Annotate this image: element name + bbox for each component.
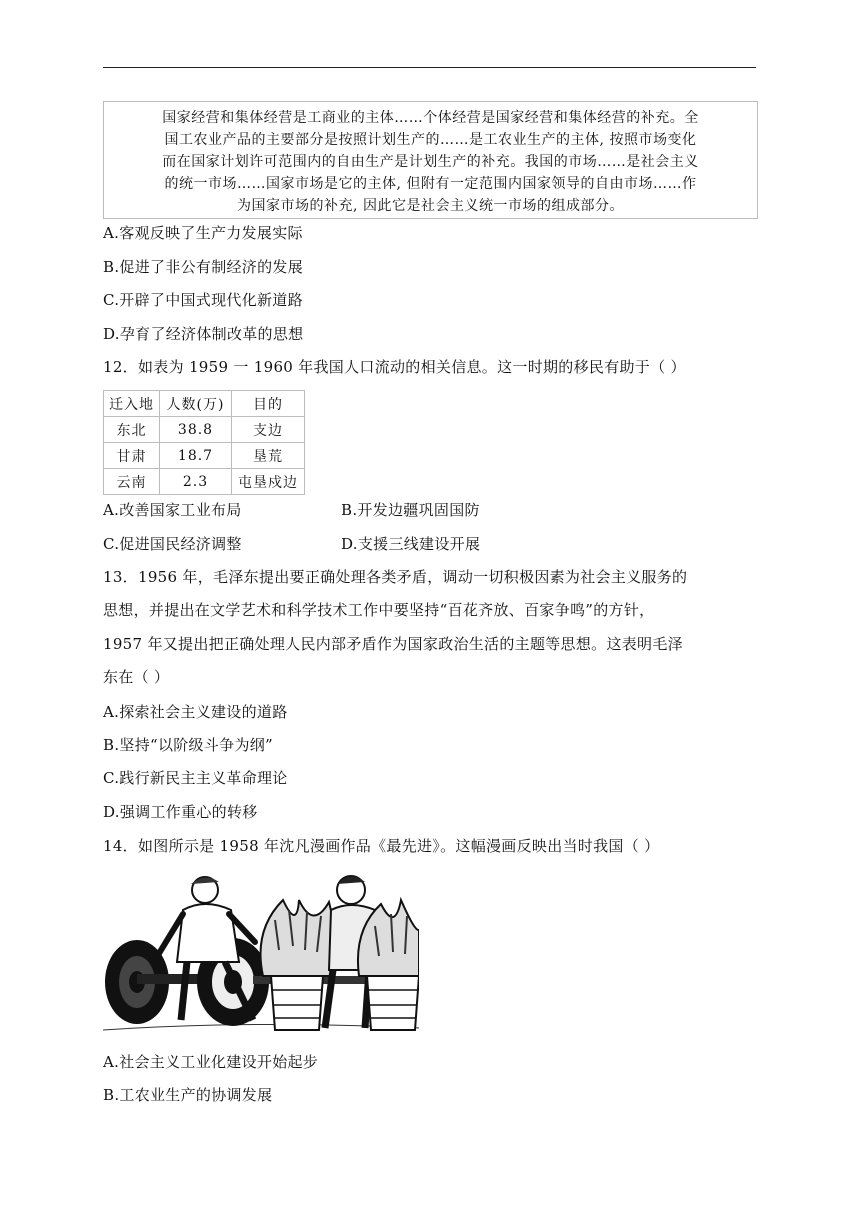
table-row: [104, 443, 305, 469]
q11-option-d[interactable]: D.孕育了经济体制改革的思想: [103, 325, 304, 343]
q13-option-d[interactable]: D.强调工作重心的转移: [103, 803, 258, 821]
table-cell: 18.7: [160, 443, 232, 469]
table-row: [104, 417, 305, 443]
population-table: [103, 390, 305, 495]
table-header: 目的: [232, 391, 305, 417]
quote-box: [103, 101, 758, 219]
q11-option-a[interactable]: A.客观反映了生产力发展实际: [103, 224, 303, 242]
quote-line: 国工农业产品的主要部分是按照计划生产的……是工农业生产的主体, 按照市场变化: [164, 132, 697, 148]
q13-stem-line: 13．1956 年，毛泽东提出要正确处理各类矛盾，调动一切积极因素为社会主义服务的: [103, 568, 688, 586]
table-cell: 甘肃: [104, 443, 160, 469]
q11-option-c[interactable]: C.开辟了中国式现代化新道路: [103, 291, 303, 309]
header-rule: [103, 67, 756, 68]
table-header-row: [104, 391, 305, 417]
q13-option-c[interactable]: C.践行新民主主义革命理论: [103, 769, 288, 787]
q13-stem-line: 思想，并提出在文学艺术和科学技术工作中要坚持“百花齐放、百家争鸣”的方针，: [103, 601, 655, 619]
quote-line: 国家经营和集体经营是工商业的主体……个体经营是国家经营和集体经营的补充。全: [162, 110, 699, 126]
table-cell: 屯垦戍边: [232, 469, 305, 495]
q12-stem: 12．如表为 1959 一 1960 年我国人口流动的相关信息。这一时期的移民有助于（ ）: [103, 358, 686, 376]
quote-line: 的统一市场……国家市场是它的主体, 但附有一定范围内国家领导的自由市场……作: [164, 176, 697, 192]
table-cell: 东北: [104, 417, 160, 443]
q13-option-a[interactable]: A.探索社会主义建设的道路: [103, 703, 288, 721]
cartoon-illustration: [103, 870, 419, 1036]
table-header: 人数(万): [160, 391, 232, 417]
table-header: 迁入地: [104, 391, 160, 417]
q12-option-a[interactable]: A.改善国家工业布局: [103, 501, 242, 519]
q12-option-c[interactable]: C.促进国民经济调整: [103, 535, 242, 553]
table-cell: 2.3: [160, 469, 232, 495]
table-row: [104, 469, 305, 495]
q13-stem-line: 东在（ ）: [103, 668, 170, 686]
q12-option-b[interactable]: B.开发边疆巩固国防: [341, 501, 480, 519]
quote-line: 为国家市场的补充, 因此它是社会主义统一市场的组成部分。: [237, 198, 624, 214]
q13-option-b[interactable]: B.坚持“以阶级斗争为纲”: [103, 736, 274, 754]
q12-option-d[interactable]: D.支援三线建设开展: [341, 535, 481, 553]
table-cell: 云南: [104, 469, 160, 495]
q13-stem-line: 1957 年又提出把正确处理人民内部矛盾作为国家政治生活的主题等思想。这表明毛泽: [103, 635, 683, 653]
q14-option-a[interactable]: A.社会主义工业化建设开始起步: [103, 1053, 319, 1071]
table-cell: 支边: [232, 417, 305, 443]
table-cell: 垦荒: [232, 443, 305, 469]
q14-stem: 14．如图所示是 1958 年沈凡漫画作品《最先进》。这幅漫画反映出当时我国（ ）: [103, 837, 660, 855]
q11-option-b[interactable]: B.促进了非公有制经济的发展: [103, 258, 303, 276]
quote-line: 而在国家计划许可范围内的自由生产是计划生产的补充。我国的市场……是社会主义: [162, 154, 699, 170]
q14-option-b[interactable]: B.工农业生产的协调发展: [103, 1086, 273, 1104]
table-cell: 38.8: [160, 417, 232, 443]
